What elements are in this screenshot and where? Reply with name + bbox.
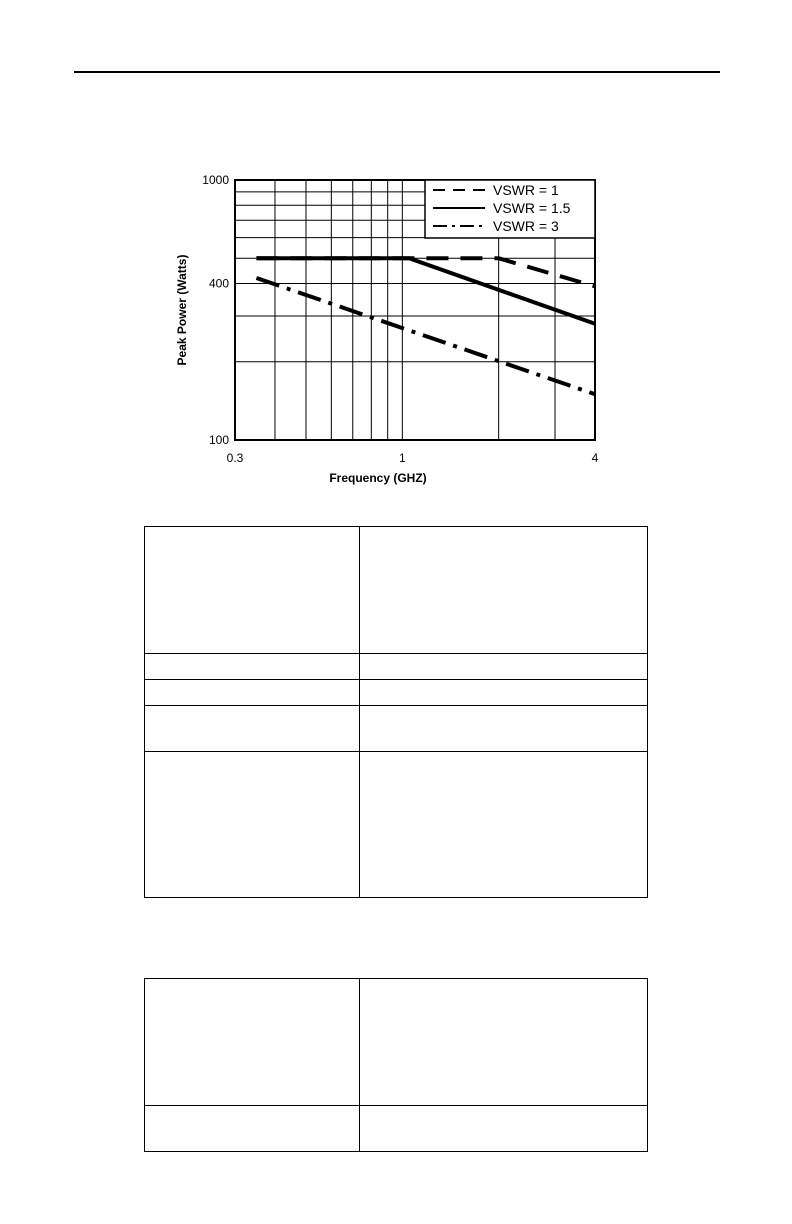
- peak-power-chart: [150, 160, 610, 500]
- series-line-3: [256, 278, 595, 394]
- table-row: [145, 752, 648, 898]
- table-cell: [145, 654, 360, 680]
- table-cell: [145, 752, 360, 898]
- x-tick-label: 1: [398, 451, 406, 465]
- table-cell: [360, 527, 648, 654]
- series-line-2: [256, 258, 595, 323]
- table-cell: [145, 706, 360, 752]
- table-row: [145, 654, 648, 680]
- table-row: [145, 979, 648, 1106]
- y-axis-label: Peak Power (Watts): [175, 254, 189, 366]
- y-tick-label: 1000: [202, 173, 229, 187]
- x-axis-label: Frequency (GHZ): [329, 471, 427, 485]
- table-cell: [360, 1106, 648, 1152]
- table-cell: [360, 654, 648, 680]
- x-tick-label: 0.3: [226, 451, 244, 465]
- table-cell: [145, 527, 360, 654]
- table-row: [145, 527, 648, 654]
- table-cell: [145, 1106, 360, 1152]
- header-rule: [74, 71, 720, 73]
- legend-label-2: VSWR = 1.5: [493, 200, 571, 216]
- x-tick-label: 4: [591, 451, 599, 465]
- y-tick-label: 400: [208, 276, 229, 291]
- spec-table-1: [144, 526, 648, 898]
- table-cell: [360, 752, 648, 898]
- table-cell: [360, 979, 648, 1106]
- table-cell: [145, 979, 360, 1106]
- table-row: [145, 706, 648, 752]
- chart-series: [256, 258, 595, 394]
- table-row: [145, 1106, 648, 1152]
- table-row: [145, 680, 648, 706]
- table-cell: [145, 680, 360, 706]
- legend-label-3: VSWR = 3: [493, 218, 559, 234]
- chart-legend: [425, 180, 595, 238]
- legend-label-1: VSWR = 1: [493, 182, 559, 198]
- spec-table-2: [144, 978, 648, 1152]
- table-cell: [360, 680, 648, 706]
- y-tick-label: 100: [208, 433, 229, 447]
- table-cell: [360, 706, 648, 752]
